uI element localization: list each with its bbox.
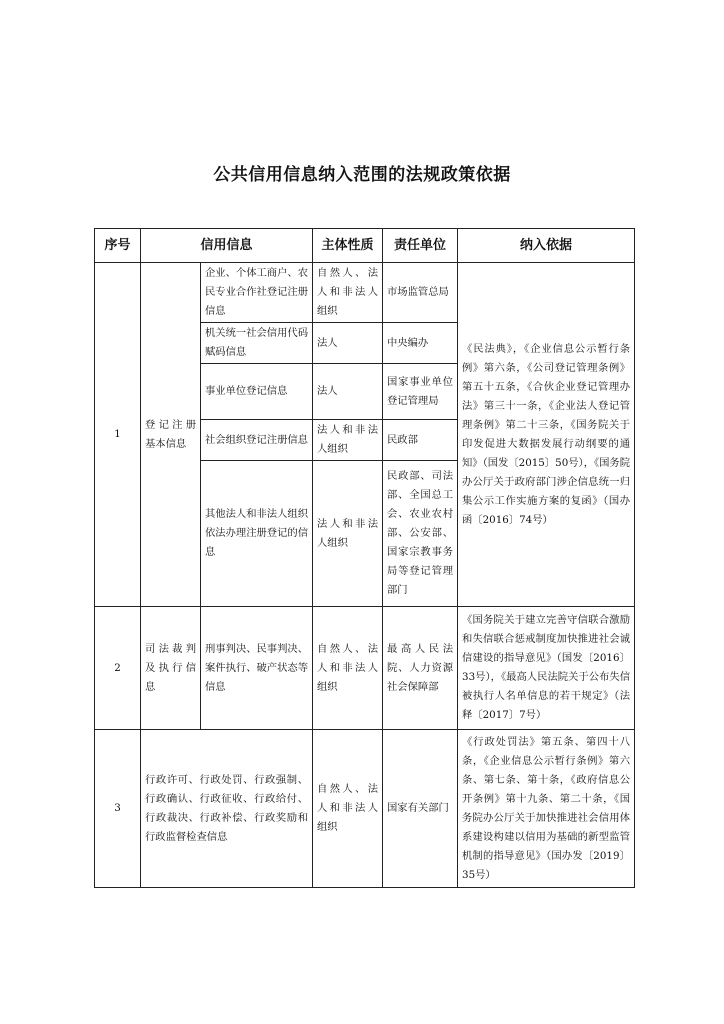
basis-cell: 《行政处罚法》第五条、第四十八条，《企业信息公示暂行条例》第六条、第七条、第十条，《政府信息公开条例》第十九条、第二十条，《国务院办公厅关于加快推进社会信用体系建设构建以信用为基础的新型监管机制的指导意见》（国办发〔2019〕35号） xyxy=(458,730,635,888)
unit-cell: 市场监管总局 xyxy=(383,263,458,323)
unit-cell: 民政部 xyxy=(383,420,458,461)
header-credit-info: 信用信息 xyxy=(141,229,313,263)
table-row xyxy=(95,263,635,323)
page-title: 公共信用信息纳入范围的法规政策依据 xyxy=(213,165,511,185)
nature-cell: 法人 xyxy=(313,323,383,364)
credit-info-cell: 行政许可、行政处罚、行政强制、行政确认、行政征收、行政给付、行政裁决、行政补偿、行政奖励和行政监督检查信息 xyxy=(141,730,313,888)
header-nature: 主体性质 xyxy=(313,229,383,263)
credit-category: 司法裁判及执行信息 xyxy=(141,607,201,730)
unit-cell: 最高人民法院、人力资源社会保障部 xyxy=(383,607,458,730)
table-row xyxy=(95,730,635,888)
basis-cell: 《民法典》，《企业信息公示暂行条例》第六条，《公司登记管理条例》第五十五条，《合伙企业登记管理办法》第三十一条，《企业法人登记管理条例》第二十三条，《国务院关于印发促进大数据发展行动纲要的通知》（国发〔2015〕50号），《国务院办公厅关于政府部门涉企信息统一归集公示工作实施方案的复函》（国办函〔2016〕74号） xyxy=(458,263,635,607)
unit-cell: 中央编办 xyxy=(383,323,458,364)
table-row xyxy=(95,607,635,730)
row-number: 1 xyxy=(95,263,141,607)
header-unit: 责任单位 xyxy=(383,229,458,263)
credit-info-cell: 企业、个体工商户、农民专业合作社登记注册信息 xyxy=(201,263,313,323)
unit-cell: 国家事业单位登记管理局 xyxy=(383,364,458,420)
credit-info-cell: 其他法人和非法人组织依法办理注册登记的信息 xyxy=(201,461,313,607)
nature-cell: 自然人、法人和非法人组织 xyxy=(313,730,383,888)
header-no: 序号 xyxy=(95,229,141,263)
nature-cell: 法人和非法人组织 xyxy=(313,461,383,607)
header-basis: 纳入依据 xyxy=(458,229,635,263)
basis-cell: 《国务院关于建立完善守信联合激励和失信联合惩戒制度加快推进社会诚信建设的指导意见》（国发〔2016〕33号），《最高人民法院关于公布失信被执行人名单信息的若干规定》（法释〔2017〕7号） xyxy=(458,607,635,730)
row-number: 3 xyxy=(95,730,141,888)
policy-table xyxy=(94,228,635,888)
nature-cell: 法人 xyxy=(313,364,383,420)
nature-cell: 自然人、法人和非法人组织 xyxy=(313,607,383,730)
unit-cell: 民政部、司法部、全国总工会、农业农村部、公安部、国家宗教事务局等登记管理部门 xyxy=(383,461,458,607)
credit-info-cell: 社会组织登记注册信息 xyxy=(201,420,313,461)
credit-info-cell: 刑事判决、民事判决、案件执行、破产状态等信息 xyxy=(201,607,313,730)
unit-cell: 国家有关部门 xyxy=(383,730,458,888)
row-number: 2 xyxy=(95,607,141,730)
table-header-row xyxy=(95,229,635,263)
credit-info-cell: 机关统一社会信用代码赋码信息 xyxy=(201,323,313,364)
credit-category: 登记注册基本信息 xyxy=(141,263,201,607)
nature-cell: 法人和非法人组织 xyxy=(313,420,383,461)
credit-info-cell: 事业单位登记信息 xyxy=(201,364,313,420)
nature-cell: 自然人、法人和非法人组织 xyxy=(313,263,383,323)
